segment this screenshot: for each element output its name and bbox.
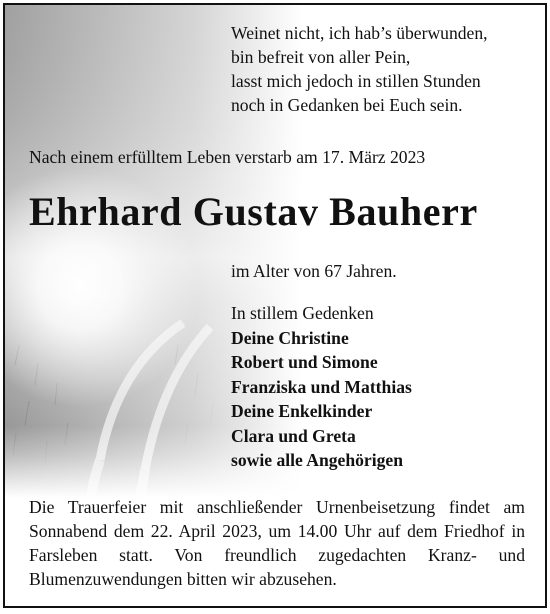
poem-line: noch in Gedanken bei Euch sein. xyxy=(231,95,463,115)
mourner-name: Clara und Greta xyxy=(231,425,356,446)
death-announcement: Nach einem erfülltem Leben verstarb am 17. März 2023 xyxy=(29,147,426,167)
mourner-name: Deine Christine xyxy=(231,327,349,348)
age-line: im Alter von 67 Jahren. xyxy=(231,261,397,281)
mourner-name: Deine Enkelkinder xyxy=(231,401,373,421)
poem-line: lasst mich jedoch in stillen Stunden xyxy=(231,71,481,91)
poem-verse xyxy=(231,21,488,117)
obituary-notice xyxy=(3,3,547,608)
deceased-name: Ehrhard Gustav Bauherr xyxy=(29,189,478,234)
mourner-name: sowie alle Angehörigen xyxy=(231,450,404,470)
poem-line: Weinet nicht, ich hab’s überwunden, xyxy=(231,23,488,43)
mourners-list xyxy=(231,301,412,473)
mourner-name: Franziska und Matthias xyxy=(231,376,412,397)
mourners-intro: In stillem Gedenken xyxy=(231,303,374,323)
funeral-details: Die Trauerfeier mit anschließender Urnenbeisetzung findet am Sonnabend dem 22. April 2023, um 14.00 Uhr auf dem Friedhof in Farsleben statt. Von freundlich zugedachten Kranz- und Blumenzuwendungen bitten wir abzusehen. xyxy=(29,497,525,589)
poem-line: bin befreit von aller Pein, xyxy=(231,47,411,67)
mourner-name: Robert und Simone xyxy=(231,352,378,372)
